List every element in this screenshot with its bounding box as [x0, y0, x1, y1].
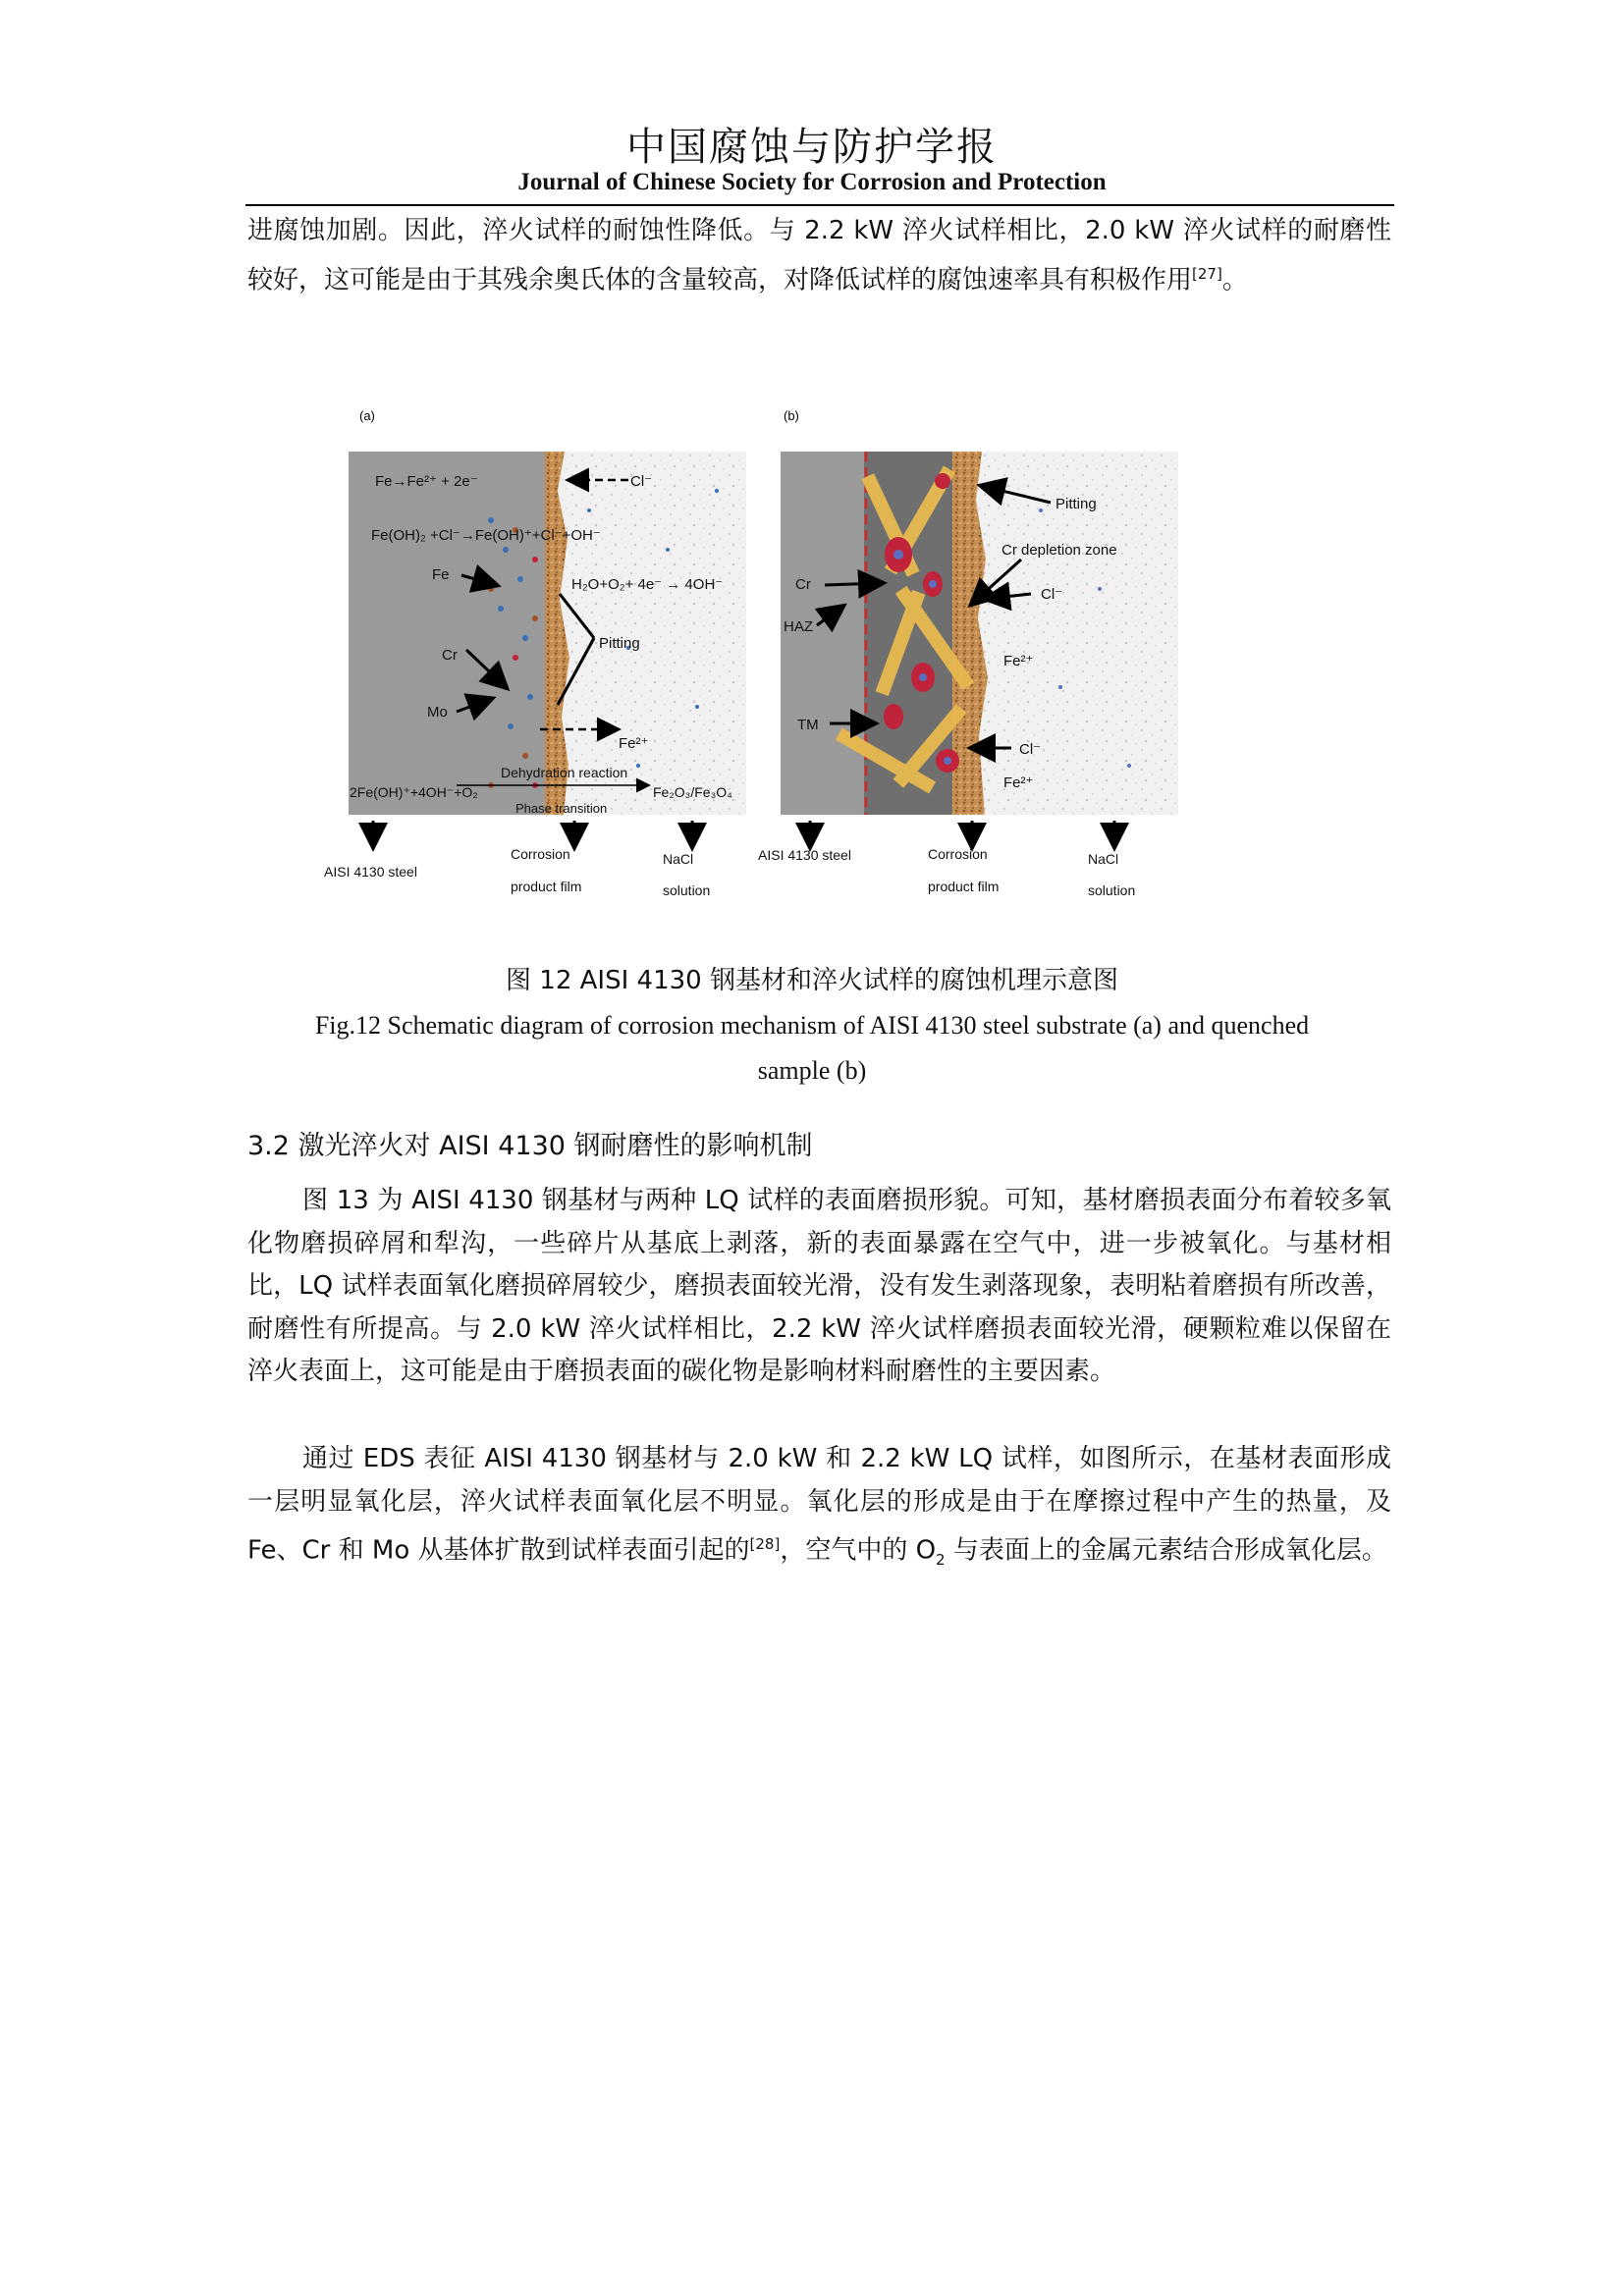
paragraph-1 — [247, 210, 1391, 302]
label-mo-a: Mo — [427, 704, 448, 721]
panel-a-label: (a) — [359, 408, 375, 423]
bottom-steel-a: AISI 4130 steel — [324, 864, 417, 880]
paragraph-3-text-1: 通过 EDS 表征 AISI 4130 钢基材与 2.0 kW 和 2.2 kW LQ 试样，如图所示，在基材表面形成一层明显氧化层，淬火试样表面氧化层不明显。氧化层的形成是由于在摩擦过程中产生的热量，及 Fe、Cr 和 Mo 从基体扩散到试样表面引起的 — [247, 1444, 1391, 1566]
bottom-film-b-2: product film — [928, 879, 1000, 894]
citation-27: [27] — [1192, 264, 1222, 283]
figure-caption-en: Fig.12 Schematic diagram of corrosion mechanism of AISI 4130 steel substrate (a) and quenched sample (b) — [314, 1011, 1310, 1085]
eq-dehydration: 2Fe(OH)⁺+4OH⁻+O₂ — [350, 784, 478, 800]
chloride-a: Cl⁻ — [630, 473, 653, 490]
bottom-film-a-2: product film — [511, 879, 582, 894]
fe2-b-2: Fe²⁺ — [1003, 774, 1034, 791]
eq-iron-oxidation: Fe→Fe²⁺ + 2e⁻ — [375, 473, 478, 490]
citation-28: [28] — [749, 1535, 781, 1553]
pitting-b: Pitting — [1056, 496, 1097, 512]
bottom-nacl-a-2: solution — [663, 882, 711, 898]
bottom-film-b-1: Corrosion — [928, 846, 988, 862]
eq-oxygen-reduction: H₂O+O₂+ 4e⁻ → 4OH⁻ — [571, 576, 724, 593]
bottom-nacl-a-1: NaCl — [663, 851, 694, 867]
paragraph-1-text: 进腐蚀加剧。因此，淬火试样的耐蚀性降低。与 2.2 kW 淬火试样相比，2.0 kW 淬火试样的耐磨性较好，这可能是由于其残余奥氏体的含量较高，对降低试样的腐蚀速率具有积极作用 — [247, 216, 1391, 295]
panel-b-label: (b) — [784, 408, 799, 423]
fe2-a: Fe²⁺ — [619, 735, 649, 752]
pitting-a: Pitting — [599, 635, 640, 652]
oxide-products: Fe₂O₃/Fe₃O₄ — [653, 784, 732, 800]
paragraph-1-end: 。 — [1221, 265, 1248, 295]
eq-fe-oh: Fe(OH)₂ +Cl⁻→Fe(OH)⁺+Cl⁻+OH⁻ — [371, 527, 601, 544]
bottom-nacl-b-1: NaCl — [1088, 851, 1119, 867]
panel-a — [324, 408, 746, 898]
panel-b — [758, 408, 1178, 898]
fe2-b-1: Fe²⁺ — [1003, 653, 1034, 669]
journal-title-en: Journal of Chinese Society for Corrosion and Protection — [517, 169, 1107, 195]
paragraph-2: 图 13 为 AISI 4130 钢基材与两种 LQ 试样的表面磨损形貌。可知，基材磨损表面分布着较多氧化物磨损碎屑和犁沟，一些碎片从基底上剥落，新的表面暴露在空气中，进一步被氧化。与基材相比，LQ 试样表面氧化磨损碎屑较少，磨损表面较光滑，没有发生剥落现象，表明粘着磨损有所改善，耐磨性有所提高。与 2.0 kW 淬火试样相比，2.2 kW 淬火试样磨损表面较光滑，硬颗粒难以保留在淬火表面上，这可能是由于磨损表面的碳化物是影响材料耐磨性的主要因素。 — [247, 1186, 1391, 1386]
dehydration-label: Dehydration reaction — [501, 765, 628, 780]
figure-caption-cn: 图 12 AISI 4130 钢基材和淬火试样的腐蚀机理示意图 — [506, 966, 1118, 995]
paragraph-3 — [247, 1438, 1391, 1581]
header-rule — [245, 204, 1394, 206]
journal-title-cn: 中国腐蚀与防护学报 — [626, 125, 998, 170]
label-haz: HAZ — [784, 618, 813, 635]
phase-transition-label: Phase transition — [515, 801, 608, 816]
bottom-steel-b: AISI 4130 steel — [758, 847, 851, 863]
chloride-b-2: Cl⁻ — [1019, 741, 1042, 758]
chloride-b-1: Cl⁻ — [1041, 586, 1063, 603]
section-heading: 3.2 激光淬火对 AISI 4130 钢耐磨性的影响机制 — [247, 1131, 813, 1161]
bottom-film-a-1: Corrosion — [511, 846, 570, 862]
bottom-nacl-b-2: solution — [1088, 882, 1136, 898]
oxygen-subscript: 2 — [936, 1550, 946, 1569]
cr-depletion-zone: Cr depletion zone — [1001, 542, 1117, 559]
paragraph-3-text-3: 与表面上的金属元素结合形成氧化层。 — [945, 1535, 1387, 1566]
label-tm: TM — [797, 717, 819, 733]
paragraph-3-text-2: ，空气中的 O — [780, 1535, 937, 1566]
label-fe-a: Fe — [432, 566, 450, 583]
corrosion-mechanism-figure — [295, 393, 1218, 923]
label-cr-b: Cr — [795, 576, 811, 593]
label-cr-a: Cr — [442, 647, 458, 664]
